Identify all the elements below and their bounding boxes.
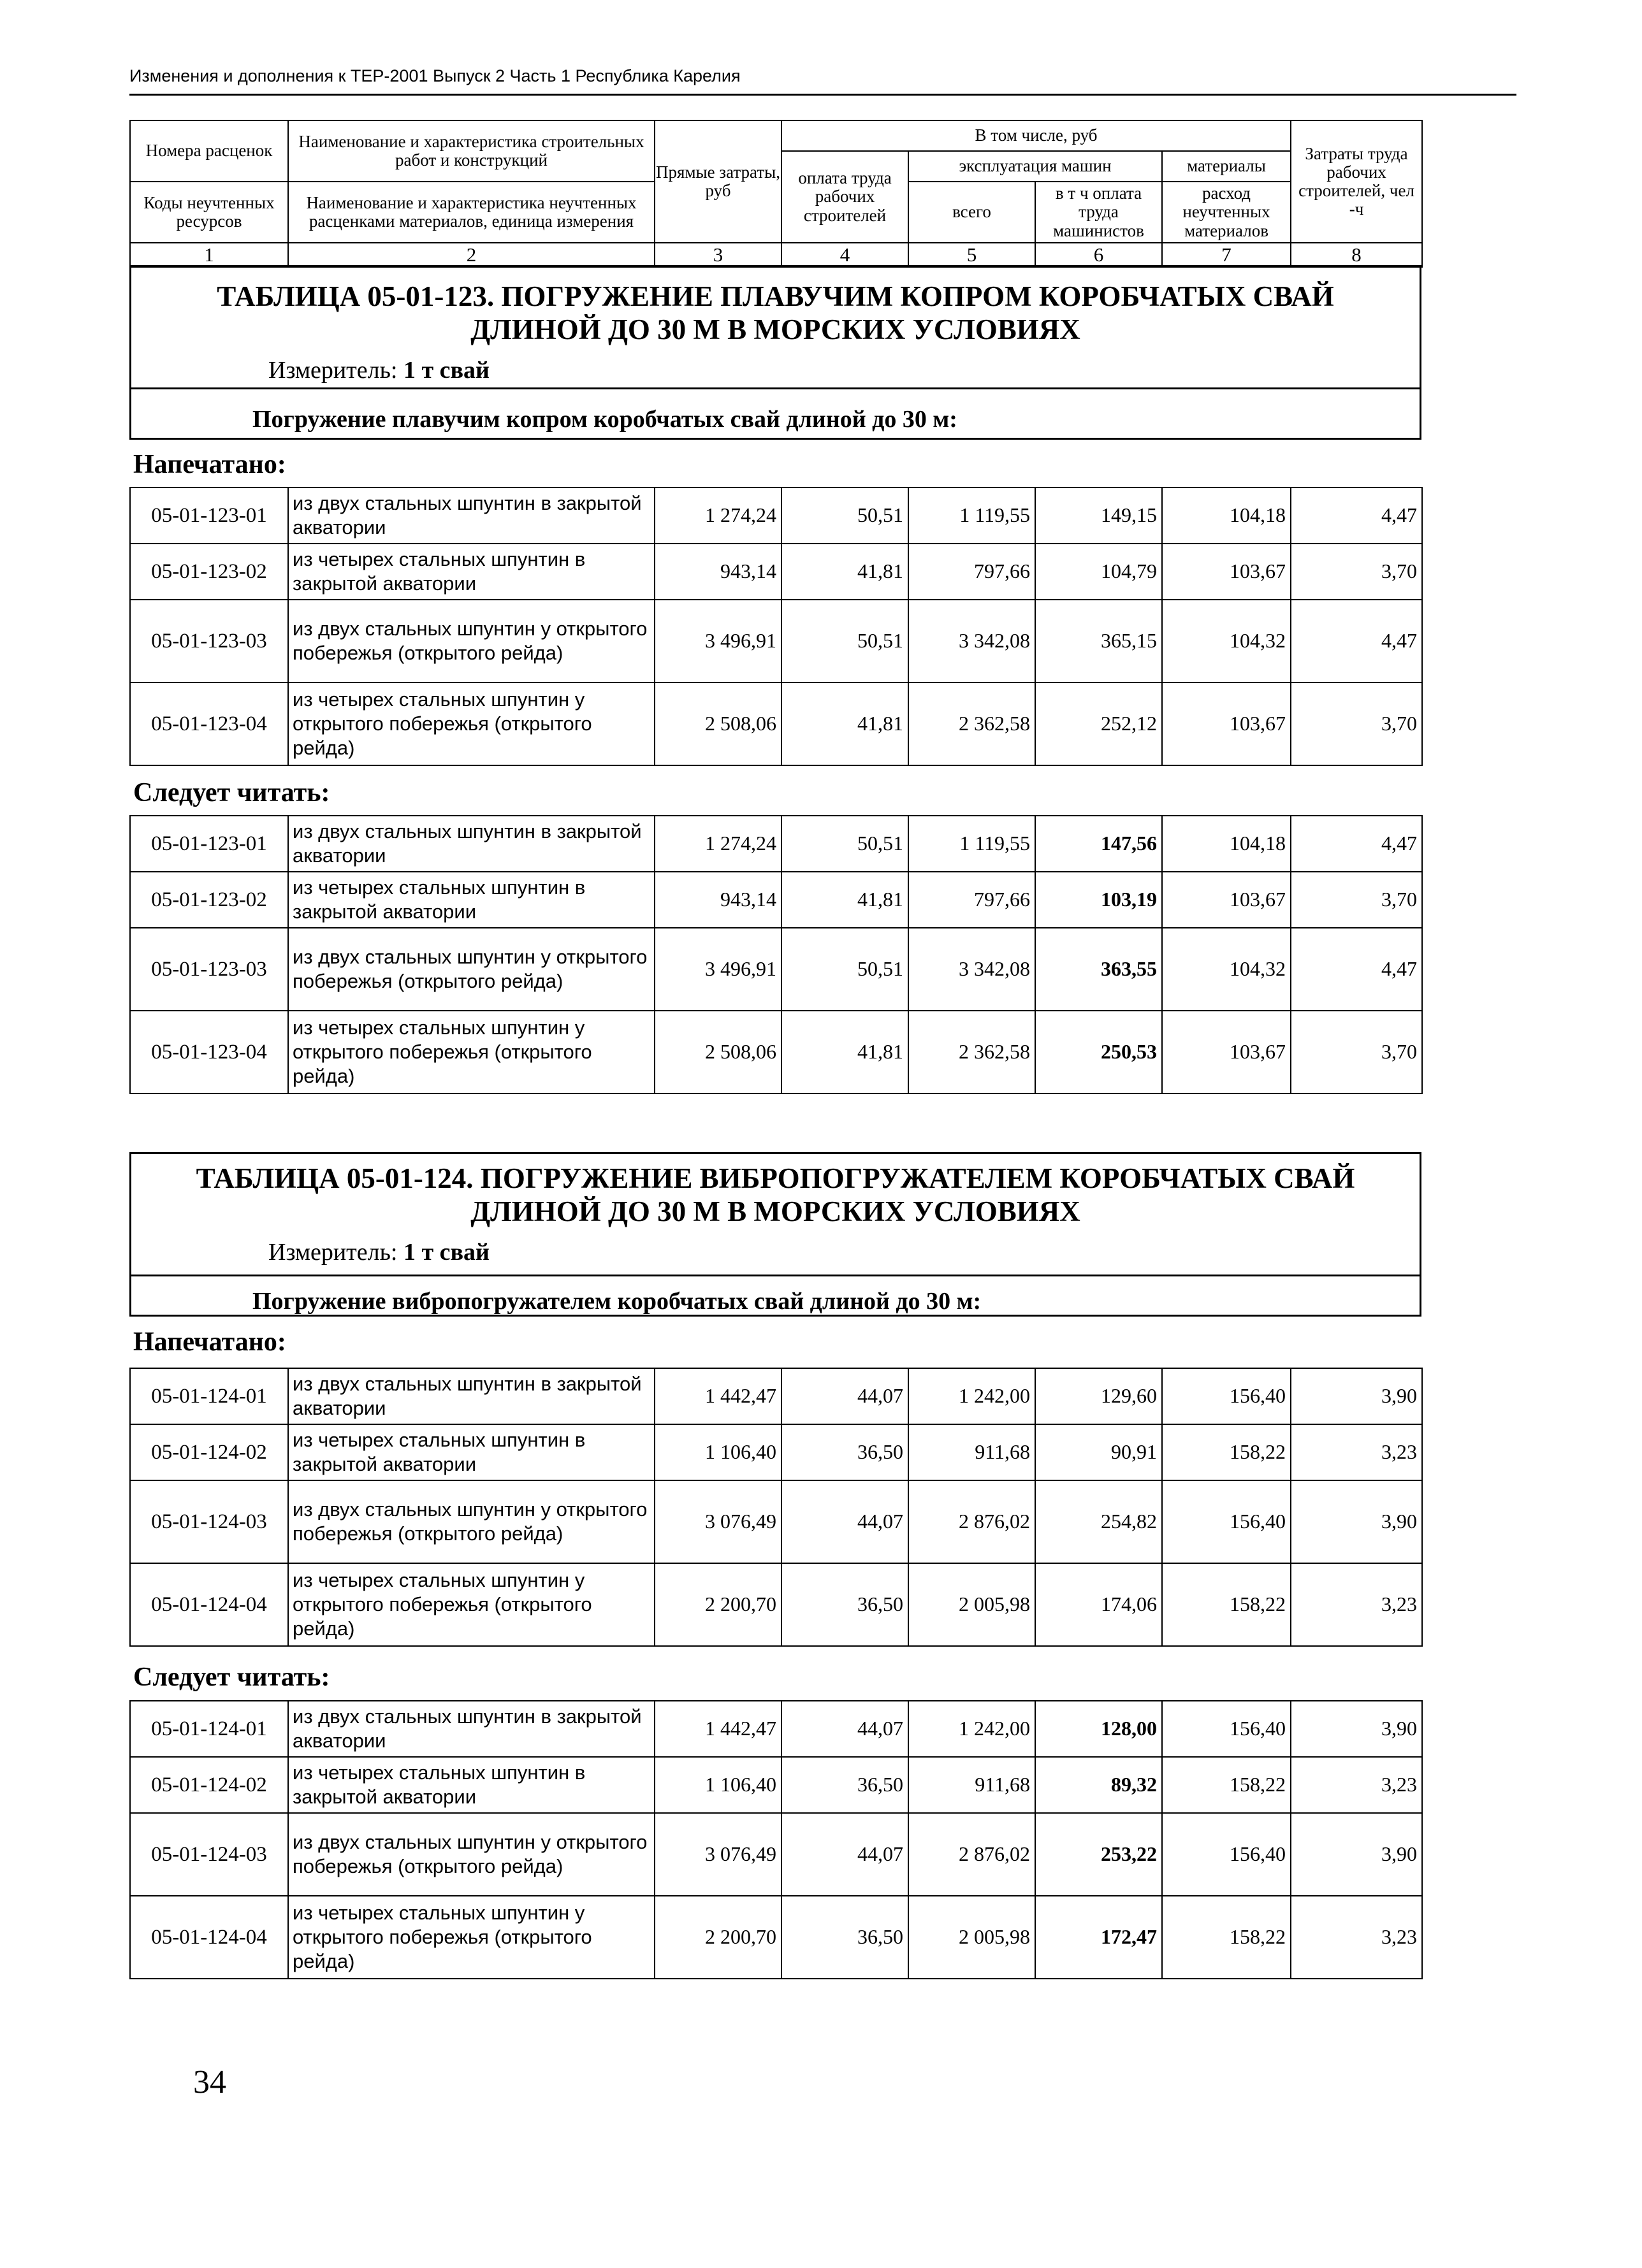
col-num-6: 6 [1035,243,1162,267]
rate-code: 05-01-123-02 [130,544,288,600]
rate-code: 05-01-123-01 [130,816,288,872]
label-printed-124: Напечатано: [133,1327,286,1357]
value-c5: 1 242,00 [908,1701,1035,1757]
value-c5: 1 242,00 [908,1368,1035,1424]
value-c6: 104,79 [1035,544,1162,600]
value-c6: 254,82 [1035,1480,1162,1563]
column-header-table [129,120,1423,268]
value-c6: 174,06 [1035,1563,1162,1646]
value-c3: 2 508,06 [655,683,781,765]
col-num-2: 2 [288,243,655,267]
value-c5: 1 119,55 [908,488,1035,544]
value-c3: 1 106,40 [655,1424,781,1480]
value-c7: 103,67 [1162,544,1291,600]
header-work-name: Наименование и характеристика строительных работ и конструкций [288,120,655,182]
value-c5: 2 876,02 [908,1813,1035,1896]
page-number: 34 [193,2064,226,2100]
rate-code: 05-01-124-04 [130,1896,288,1979]
header-labor-costs: Затраты труда рабочих строителей, чел -ч [1291,120,1422,243]
header-materials: материалы [1162,151,1291,182]
value-c7: 156,40 [1162,1480,1291,1563]
table-123-measure [268,356,490,384]
table-row [130,488,1422,544]
rate-description: из двух стальных шпунтин у открытого побережья (открытого рейда) [288,1480,655,1563]
header-resource-codes: Коды неучтенных ресурсов [130,182,288,243]
table-row [130,544,1422,600]
value-c4: 44,07 [781,1368,908,1424]
value-c4: 36,50 [781,1563,908,1646]
value-c5: 2 362,58 [908,683,1035,765]
value-c7: 156,40 [1162,1813,1291,1896]
rate-code: 05-01-124-01 [130,1701,288,1757]
header-rule [129,94,1516,96]
label-should-read-123: Следует читать: [133,778,330,807]
value-c3: 943,14 [655,544,781,600]
table-row [130,1011,1422,1094]
value-c3: 1 442,47 [655,1368,781,1424]
rate-code: 05-01-123-02 [130,872,288,928]
table-124-printed [129,1368,1423,1647]
value-c6: 147,56 [1035,816,1162,872]
value-c8: 3,70 [1291,872,1422,928]
table-row [130,1480,1422,1563]
value-c5: 2 005,98 [908,1896,1035,1979]
value-c3: 3 496,91 [655,600,781,683]
rate-description: из двух стальных шпунтин у открытого побережья (открытого рейда) [288,600,655,683]
table-123-printed [129,487,1423,766]
value-c4: 36,50 [781,1424,908,1480]
value-c6: 149,15 [1035,488,1162,544]
rate-code: 05-01-124-02 [130,1757,288,1813]
value-c6: 253,22 [1035,1813,1162,1896]
col-num-5: 5 [908,243,1035,267]
rate-description: из четырех стальных шпунтин у открытого побережья (открытого рейда) [288,1896,655,1979]
value-c7: 104,18 [1162,816,1291,872]
table-124-title [129,1162,1421,1229]
value-c3: 2 508,06 [655,1011,781,1094]
value-c7: 104,32 [1162,600,1291,683]
header-including: В том числе, руб [781,120,1291,151]
label-printed-123: Напечатано: [133,450,286,479]
rate-description: из четырех стальных шпунтин у открытого побережья (открытого рейда) [288,683,655,765]
value-c7: 158,22 [1162,1563,1291,1646]
value-c4: 50,51 [781,928,908,1011]
value-c4: 44,07 [781,1480,908,1563]
value-c8: 3,70 [1291,1011,1422,1094]
rate-code: 05-01-124-03 [130,1480,288,1563]
value-c8: 3,70 [1291,544,1422,600]
value-c6: 250,53 [1035,1011,1162,1094]
table-row [130,1424,1422,1480]
value-c8: 3,23 [1291,1757,1422,1813]
value-c5: 2 005,98 [908,1563,1035,1646]
value-c5: 911,68 [908,1757,1035,1813]
value-c3: 1 274,24 [655,816,781,872]
value-c7: 158,22 [1162,1424,1291,1480]
table-row [130,683,1422,765]
rate-code: 05-01-123-03 [130,600,288,683]
table-124-should-read [129,1700,1423,1979]
table-row [130,600,1422,683]
col-num-8: 8 [1291,243,1422,267]
measure-label: Измеритель: [268,357,398,384]
table-row [130,872,1422,928]
value-c6: 90,91 [1035,1424,1162,1480]
value-c4: 36,50 [781,1896,908,1979]
value-c3: 1 274,24 [655,488,781,544]
value-c5: 3 342,08 [908,928,1035,1011]
header-machinists-pay: в т ч оплата труда машинистов [1035,182,1162,243]
value-c4: 44,07 [781,1701,908,1757]
value-c6: 365,15 [1035,600,1162,683]
measure-label: Измеритель: [268,1239,398,1266]
rate-description: из четырех стальных шпунтин в закрытой акватории [288,1424,655,1480]
value-c5: 797,66 [908,544,1035,600]
value-c4: 44,07 [781,1813,908,1896]
value-c3: 3 076,49 [655,1480,781,1563]
header-material-consumption: расход неучтенных материалов [1162,182,1291,243]
table-row [130,816,1422,872]
rate-code: 05-01-123-04 [130,683,288,765]
value-c8: 3,90 [1291,1480,1422,1563]
value-c7: 156,40 [1162,1368,1291,1424]
table-124-subheading: Погружение вибропогружателем коробчатых свай длиной до 30 м: [252,1288,982,1315]
table-124-title-line1: ТАБЛИЦА 05-01-124. ПОГРУЖЕНИЕ ВИБРОПОГРУЖАТЕЛЕМ КОРОБЧАТЫХ СВАЙ [196,1162,1355,1194]
col-num-7: 7 [1162,243,1291,267]
value-c3: 3 496,91 [655,928,781,1011]
table-123-title-line2: ДЛИНОЙ ДО 30 М В МОРСКИХ УСЛОВИЯХ [470,313,1080,345]
value-c5: 1 119,55 [908,816,1035,872]
header-direct-costs: Прямые затраты, руб [655,120,781,243]
rate-description: из четырех стальных шпунтин в закрытой акватории [288,872,655,928]
value-c6: 363,55 [1035,928,1162,1011]
value-c8: 3,23 [1291,1563,1422,1646]
value-c8: 3,90 [1291,1701,1422,1757]
rate-description: из двух стальных шпунтин в закрытой акватории [288,1701,655,1757]
table-row [130,928,1422,1011]
rate-description: из двух стальных шпунтин у открытого побережья (открытого рейда) [288,1813,655,1896]
value-c7: 103,67 [1162,683,1291,765]
value-c8: 4,47 [1291,488,1422,544]
header-machines-total: всего [908,182,1035,243]
label-should-read-124: Следует читать: [133,1663,330,1692]
value-c5: 2 876,02 [908,1480,1035,1563]
header-workers-pay: оплата труда рабочих строителей [781,151,908,243]
table-row [130,1896,1422,1979]
value-c8: 3,90 [1291,1813,1422,1896]
value-c4: 41,81 [781,1011,908,1094]
value-c7: 158,22 [1162,1896,1291,1979]
value-c6: 128,00 [1035,1701,1162,1757]
value-c8: 3,70 [1291,683,1422,765]
value-c6: 129,60 [1035,1368,1162,1424]
measure-value: 1 т свай [403,357,490,384]
rate-code: 05-01-124-03 [130,1813,288,1896]
col-num-3: 3 [655,243,781,267]
table-row [130,1368,1422,1424]
value-c7: 158,22 [1162,1757,1291,1813]
col-num-4: 4 [781,243,908,267]
rate-description: из двух стальных шпунтин в закрытой акватории [288,488,655,544]
col-num-1: 1 [130,243,288,267]
table-123-title [129,280,1421,347]
rate-description: из четырех стальных шпунтин у открытого побережья (открытого рейда) [288,1563,655,1646]
rate-description: из четырех стальных шпунтин в закрытой акватории [288,1757,655,1813]
value-c4: 50,51 [781,600,908,683]
value-c4: 41,81 [781,872,908,928]
rate-code: 05-01-123-04 [130,1011,288,1094]
value-c8: 4,47 [1291,600,1422,683]
value-c6: 252,12 [1035,683,1162,765]
running-header: Изменения и дополнения к ТЕР-2001 Выпуск 2 Часть 1 Республика Карелия [129,66,741,85]
value-c4: 41,81 [781,683,908,765]
value-c5: 3 342,08 [908,600,1035,683]
table-row [130,1813,1422,1896]
value-c3: 1 442,47 [655,1701,781,1757]
value-c7: 103,67 [1162,1011,1291,1094]
table-123-title-line1: ТАБЛИЦА 05-01-123. ПОГРУЖЕНИЕ ПЛАВУЧИМ КОПРОМ КОРОБЧАТЫХ СВАЙ [217,280,1334,312]
value-c3: 1 106,40 [655,1757,781,1813]
value-c5: 2 362,58 [908,1011,1035,1094]
rate-code: 05-01-124-04 [130,1563,288,1646]
value-c5: 797,66 [908,872,1035,928]
value-c8: 3,23 [1291,1424,1422,1480]
value-c6: 103,19 [1035,872,1162,928]
rate-code: 05-01-124-02 [130,1424,288,1480]
value-c3: 943,14 [655,872,781,928]
value-c7: 104,18 [1162,488,1291,544]
table-123-subheading: Погружение плавучим копром коробчатых свай длиной до 30 м: [252,406,957,433]
value-c8: 3,90 [1291,1368,1422,1424]
rate-description: из двух стальных шпунтин в закрытой акватории [288,1368,655,1424]
value-c6: 89,32 [1035,1757,1162,1813]
value-c3: 2 200,70 [655,1896,781,1979]
value-c7: 103,67 [1162,872,1291,928]
table-row [130,1757,1422,1813]
value-c4: 41,81 [781,544,908,600]
value-c4: 50,51 [781,816,908,872]
table-row [130,1701,1422,1757]
rate-description: из четырех стальных шпунтин в закрытой акватории [288,544,655,600]
value-c4: 50,51 [781,488,908,544]
rate-code: 05-01-123-01 [130,488,288,544]
value-c8: 4,47 [1291,928,1422,1011]
rate-description: из четырех стальных шпунтин у открытого побережья (открытого рейда) [288,1011,655,1094]
measure-value: 1 т свай [403,1239,490,1266]
value-c8: 3,23 [1291,1896,1422,1979]
table-124-measure [268,1238,490,1266]
header-material-name: Наименование и характеристика неучтенных расценками материалов, единица измерения [288,182,655,243]
value-c7: 104,32 [1162,928,1291,1011]
value-c8: 4,47 [1291,816,1422,872]
table-row [130,1563,1422,1646]
rate-description: из двух стальных шпунтин в закрытой акватории [288,816,655,872]
value-c3: 2 200,70 [655,1563,781,1646]
value-c4: 36,50 [781,1757,908,1813]
value-c7: 156,40 [1162,1701,1291,1757]
value-c3: 3 076,49 [655,1813,781,1896]
value-c6: 172,47 [1035,1896,1162,1979]
header-rate-numbers: Номера расценок [130,120,288,182]
value-c5: 911,68 [908,1424,1035,1480]
table-124-title-line2: ДЛИНОЙ ДО 30 М В МОРСКИХ УСЛОВИЯХ [470,1195,1080,1227]
header-machines: эксплуатация машин [908,151,1162,182]
rate-description: из двух стальных шпунтин у открытого побережья (открытого рейда) [288,928,655,1011]
table-123-should-read [129,815,1423,1094]
rate-code: 05-01-124-01 [130,1368,288,1424]
rate-code: 05-01-123-03 [130,928,288,1011]
